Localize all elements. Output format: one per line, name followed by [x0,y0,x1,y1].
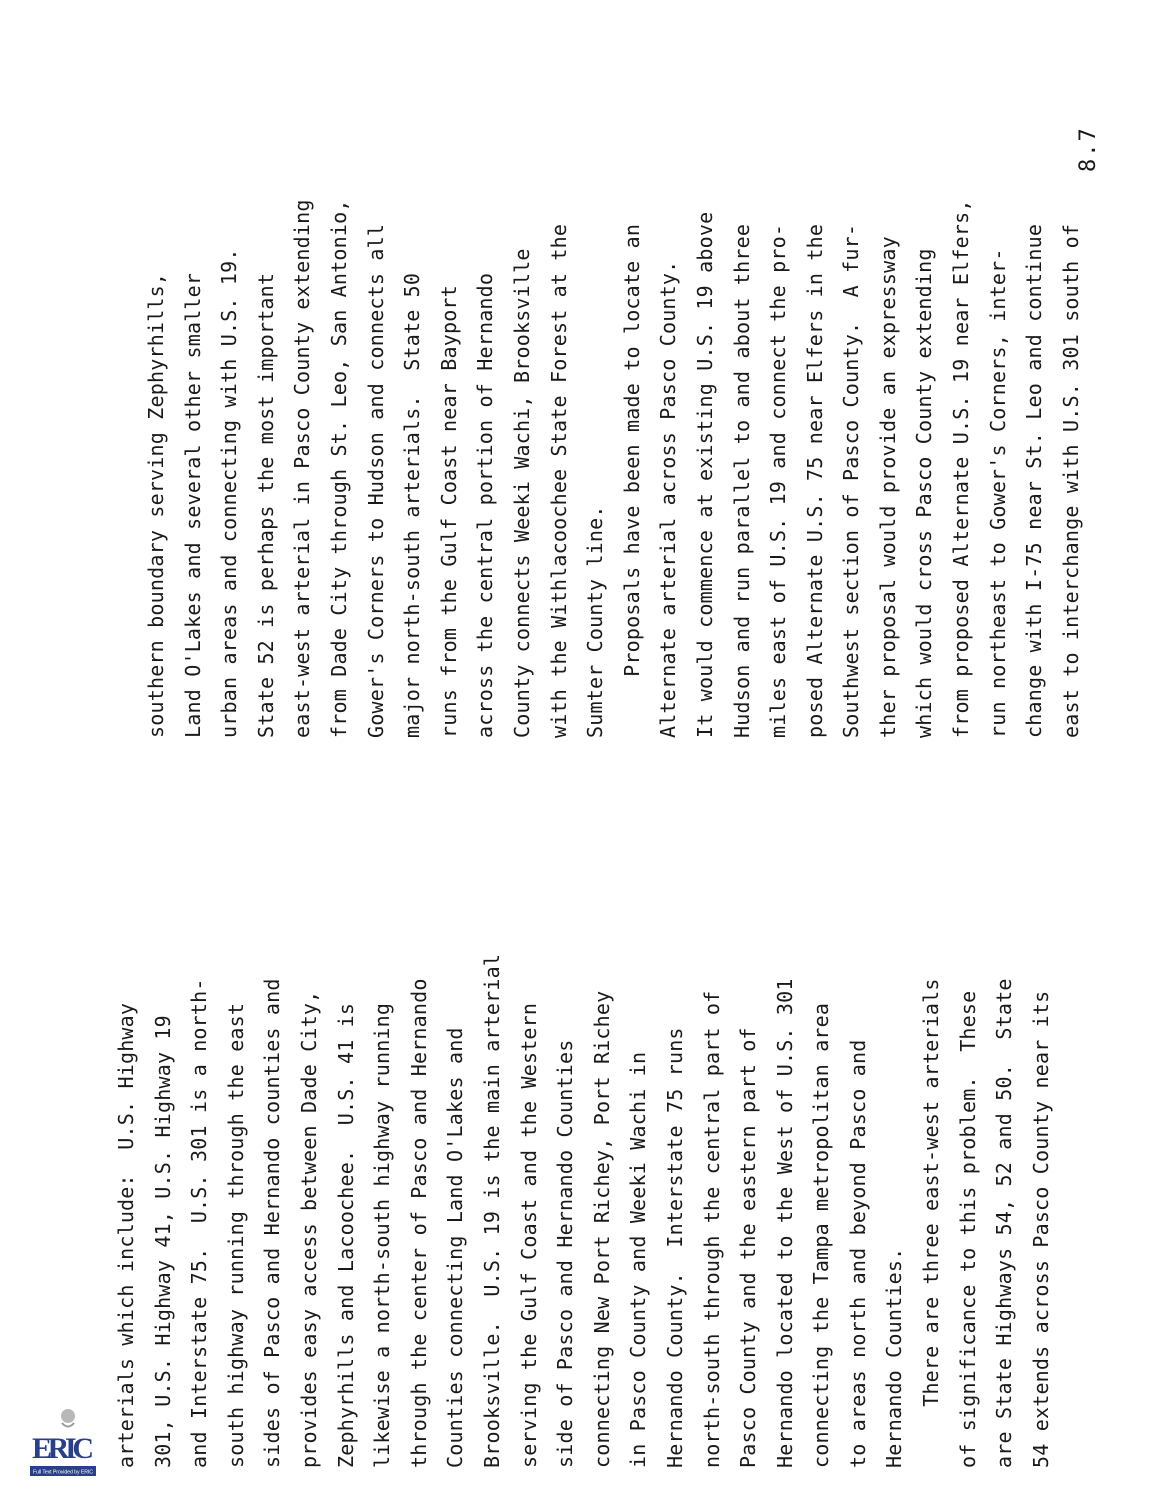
text-line: There are three east-west arterials [919,978,944,1468]
text-line: Hernando located to the West of U.S. 301 [772,978,797,1468]
text-line: serving the Gulf Coast and the Western [516,1002,541,1468]
text-line: side of Pasco and Hernando Counties [553,1039,578,1468]
text-line: and Interstate 75. U.S. 301 is a north- [187,978,212,1468]
text-line: Counties connecting Land O'Lakes and [443,1027,468,1468]
eric-logo [28,1406,98,1480]
text-line: County connects Weeki Wachi, Brooksville [509,248,534,738]
eric-logo-tagline: Full Text Provided by ERIC [33,1469,93,1476]
text-line: from proposed Alternate U.S. 19 near Elfers, [949,199,974,738]
text-line: ther proposal would provide an expressway [875,236,900,738]
page-number: 8.7 [1076,126,1101,172]
text-column-right [138,66,1089,738]
text-line: Land O'Lakes and several other smaller [180,272,205,738]
text-line: runs from the Gulf Coast near Bayport [436,285,461,738]
text-line: connecting the Tampa metropolitan area [809,1002,834,1468]
text-line: 54 extends across Pasco County near its [1028,990,1053,1468]
text-line: Alternate arterial across Pasco County. [656,260,681,738]
text-line: to areas north and beyond Pasco and [845,1039,870,1468]
text-line: southern boundary serving Zephyrhills, [144,272,168,738]
text-column-left [108,818,1059,1468]
text-line: east-west arterial in Pasco County extending [290,199,315,738]
text-line: provides easy access between Dade City, [296,990,321,1468]
text-line: which would cross Pasco County extending [912,248,937,738]
text-line: State 52 is perhaps the most important [253,272,278,738]
text-line: likewise a north-south highway running [370,1002,395,1468]
text-line: major north-south arterials. State 50 [400,272,425,738]
text-line: are State Highways 54, 52 and 50. State [992,978,1017,1468]
text-line: Southwest section of Pasco County. A fur- [839,223,864,738]
text-line: Brooksville. U.S. 19 is the main arterial [479,953,504,1468]
text-line: across the central portion of Hernando [473,272,498,738]
text-line: Sumter County line. [583,505,608,738]
text-line: Proposals have been made to locate an [619,223,644,738]
text-line: from Dade City through St. Leo, San Antonio, [326,199,351,738]
text-line: south highway running through the east [223,1002,248,1468]
text-line: north-south through the central part of [699,990,724,1468]
text-line: through the center of Pasco and Hernando [406,978,431,1468]
text-line: change with I-75 near St. Leo and continue [1022,223,1047,738]
text-line: of significance to this problem. These [955,990,980,1468]
text-line: arterials which include: U.S. Highway [114,1002,138,1468]
text-line: Hudson and run parallel to and about three [729,223,754,738]
text-line: in Pasco County and Weeki Wachi in [626,1051,651,1468]
text-line: sides of Pasco and Hernando counties and [260,978,285,1468]
text-line: Hernando County. Interstate 75 runs [662,1027,687,1468]
text-line: run northeast to Gower's Corners, inter- [985,248,1010,738]
text-line: Pasco County and the eastern part of [736,1027,761,1468]
text-line: Gower's Corners to Hudson and connects all [363,223,388,738]
text-line: It would commence at existing U.S. 19 above [692,211,717,738]
text-line: with the Withlacoochee State Forest at the [546,223,571,738]
text-line: Hernando Counties. [882,1247,907,1468]
eric-logo-text: ERIC [32,1432,94,1465]
text-line: Zephyrhills and Lacoochee. U.S. 41 is [333,1002,358,1468]
text-line: east to interchange with U.S. 301 south of [1058,223,1083,738]
text-line: posed Alternate U.S. 75 near Elfers in the [802,223,827,738]
text-line: connecting New Port Richey, Port Richey [589,990,614,1468]
text-line: 301, U.S. Highway 41, U.S. Highway 19 [150,1015,175,1468]
text-line: urban areas and connecting with U.S. 19. [217,248,242,738]
text-line: miles east of U.S. 19 and connect the pro- [766,223,791,738]
eric-logo-figure-icon [61,1409,75,1423]
